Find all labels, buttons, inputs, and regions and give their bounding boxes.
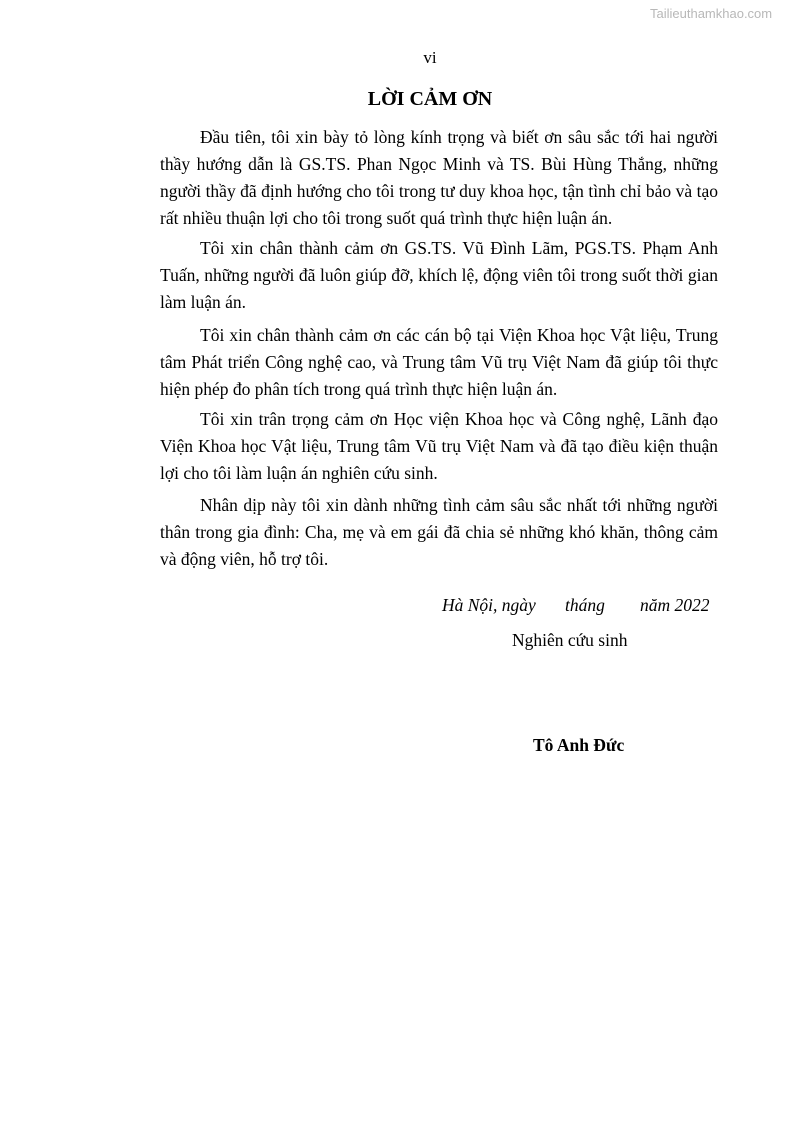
paragraph-5-line: thân trong gia đình: Cha, mẹ và em gái đã chia sẻ những khó khăn, thông cảm (160, 522, 718, 542)
page-number: vi (423, 48, 437, 67)
date-month: tháng (565, 595, 605, 615)
paragraph-3-line: tâm Phát triển Công nghệ cao, và Trung tâm Vũ trụ Việt Nam đã giúp tôi thực (160, 352, 718, 372)
paragraph-1-line: Đầu tiên, tôi xin bày tỏ lòng kính trọng và biết ơn sâu sắc tới hai người (200, 127, 718, 147)
signer-role: Nghiên cứu sinh (512, 630, 628, 650)
paragraph-4-line: Tôi xin trân trọng cảm ơn Học viện Khoa học và Công nghệ, Lãnh đạo (200, 409, 718, 429)
paragraph-2-line: Tôi xin chân thành cảm ơn GS.TS. Vũ Đình Lãm, PGS.TS. Phạm Anh (200, 238, 718, 258)
paragraph-1-line: rất nhiều thuận lợi cho tôi trong suốt quá trình thực hiện luận án. (160, 208, 613, 228)
signer-name: Tô Anh Đức (533, 735, 625, 755)
date-place: Hà Nội, ngày (442, 595, 536, 615)
paragraph-1-line: người thầy đã định hướng cho tôi trong tư duy khoa học, tận tình chỉ bảo và tạo (160, 181, 718, 201)
date-year: năm 2022 (640, 595, 710, 615)
paragraph-4-line: lợi cho tôi làm luận án nghiên cứu sinh. (160, 463, 438, 483)
paragraph-5-line: Nhân dịp này tôi xin dành những tình cảm sâu sắc nhất tới những người (200, 495, 718, 515)
paragraph-3-line: Tôi xin chân thành cảm ơn các cán bộ tại Viện Khoa học Vật liệu, Trung (200, 325, 718, 345)
paragraph-3-line: hiện phép đo phân tích trong quá trình thực hiện luận án. (160, 379, 558, 399)
paragraph-2-line: Tuấn, những người đã luôn giúp đỡ, khích lệ, động viên tôi trong suốt thời gian (160, 265, 718, 285)
page-title: LỜI CẢM ƠN (367, 88, 493, 110)
paragraph-4-line: Viện Khoa học Vật liệu, Trung tâm Vũ trụ Việt Nam và đã tạo điều kiện thuận (160, 436, 718, 456)
paragraph-5-line: và động viên, hỗ trợ tôi. (160, 549, 329, 569)
watermark: Tailieuthamkhao.com (650, 6, 773, 21)
paragraph-2-line: làm luận án. (160, 292, 247, 312)
paragraph-1-line: thầy hướng dẫn là GS.TS. Phan Ngọc Minh và TS. Bùi Hùng Thắng, những (160, 154, 718, 174)
